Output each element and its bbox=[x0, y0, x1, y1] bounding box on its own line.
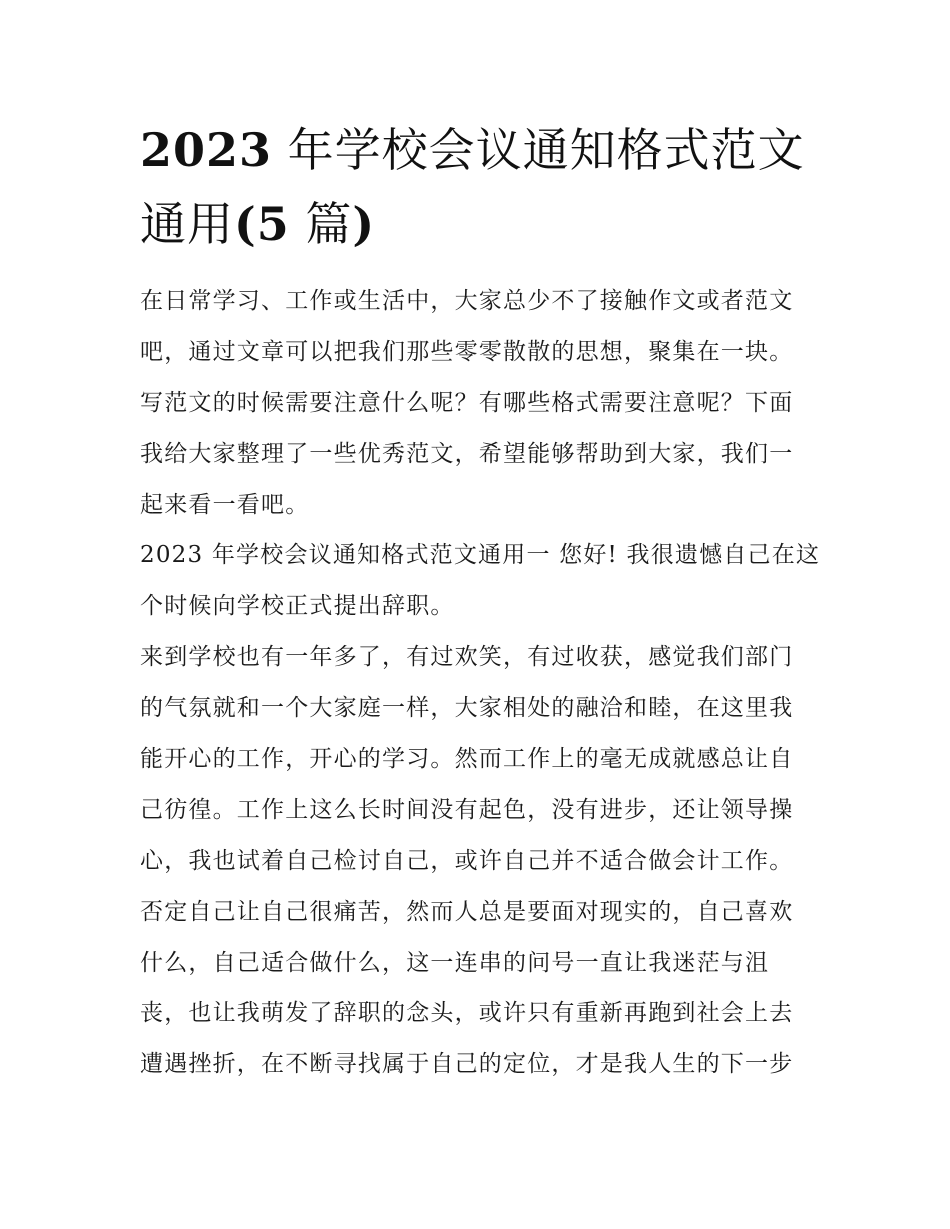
body-line: 吧，通过文章可以把我们那些零零散散的思想，聚集在一块。 bbox=[140, 338, 794, 365]
body-line: 己彷徨。工作上这么长时间没有起色，没有进步，还让领导操 bbox=[140, 796, 794, 823]
document-title bbox=[140, 113, 820, 261]
title-line-2: 通用(5 篇) bbox=[140, 197, 376, 251]
body-line: 丧，也让我萌发了辞职的念头，或许只有重新再跑到社会上去 bbox=[140, 1000, 794, 1027]
body-line: 否定自己让自己很痛苦，然而人总是要面对现实的，自己喜欢 bbox=[140, 898, 794, 925]
body-line: 来到学校也有一年多了，有过欢笑，有过收获，感觉我们部门 bbox=[140, 644, 794, 671]
body-line: 能开心的工作，开心的学习。然而工作上的毫无成就感总让自 bbox=[140, 746, 794, 773]
title-line-1: 2023 年学校会议通知格式范文 bbox=[140, 123, 805, 177]
body-line: 什么，自己适合做什么，这一连串的问号一直让我迷茫与沮 bbox=[140, 949, 770, 976]
body-line: 起来看一看吧。 bbox=[140, 491, 310, 518]
body-line: 在日常学习、工作或生活中，大家总少不了接触作文或者范文 bbox=[140, 288, 794, 314]
body-line: 我给大家整理了一些优秀范文，希望能够帮助到大家，我们一 bbox=[140, 440, 794, 467]
body-line: 的气氛就和一个大家庭一样，大家相处的融洽和睦，在这里我 bbox=[140, 695, 794, 722]
document-body bbox=[140, 276, 820, 1090]
body-line: 心，我也试着自己检讨自己，或许自己并不适合做会计工作。 bbox=[140, 847, 794, 874]
body-line: 遭遇挫折，在不断寻找属于自己的定位，才是我人生的下一步 bbox=[140, 1051, 794, 1078]
body-line: 写范文的时候需要注意什么呢？有哪些格式需要注意呢？下面 bbox=[140, 389, 794, 416]
body-line: 个时候向学校正式提出辞职。 bbox=[140, 593, 455, 620]
body-line: 2023 年学校会议通知格式范文通用一 您好! 我很遗憾自己在这 bbox=[140, 542, 821, 569]
